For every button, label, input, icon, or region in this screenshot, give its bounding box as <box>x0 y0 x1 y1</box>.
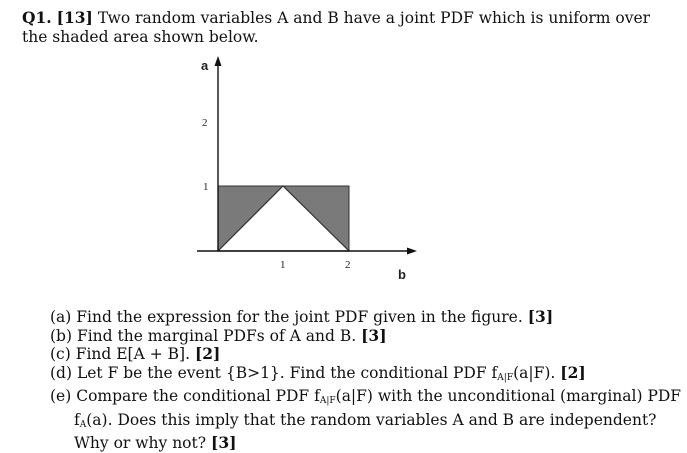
question-marks: [13] <box>56 8 93 27</box>
part-c-marks: [2] <box>194 344 221 363</box>
part-a: (a) Find the expression for the joint PDF given in the figure. [3] <box>50 307 554 326</box>
part-e-marks: [3] <box>210 433 237 452</box>
y-tick-1: 1 <box>203 181 209 193</box>
y-axis-label: a <box>201 58 209 73</box>
part-e-line-1: (e) Compare the conditional PDF $f_{A|F}(a|F)$ with the unconditional (marginal) PDF <box>50 387 682 406</box>
part-e-line-3: Why or why not? [3] <box>74 433 237 452</box>
y-axis-arrow <box>215 56 222 66</box>
question-text: Two random variables A and B have a joint PDF which is uniform over the shaded area shown below. <box>22 9 651 46</box>
question-number: Q1. <box>22 8 52 27</box>
part-b-marks: [3] <box>361 325 387 345</box>
x-axis-label: b <box>398 267 406 282</box>
part-b: (b) Find the marginal PDFs of A and B. [3] <box>50 325 387 345</box>
part-c: (c) Find E[A + B]. [2] <box>50 344 221 363</box>
y-tick-2: 2 <box>202 117 208 129</box>
x-axis-arrow <box>407 248 417 255</box>
part-d-marks: [2] <box>560 362 586 382</box>
question-parts <box>50 307 682 453</box>
part-a-marks: [3] <box>527 307 554 326</box>
x-tick-2: 2 <box>345 259 351 271</box>
part-e-line-2: $f_A(a)$. Does this imply that the random variables A and B are independent? <box>74 410 657 430</box>
x-tick-1: 1 <box>280 259 286 271</box>
part-d: (d) Let F be the event {B>1}. Find the conditional PDF $f_{A|F}(a|F)$. [2] <box>50 362 586 383</box>
